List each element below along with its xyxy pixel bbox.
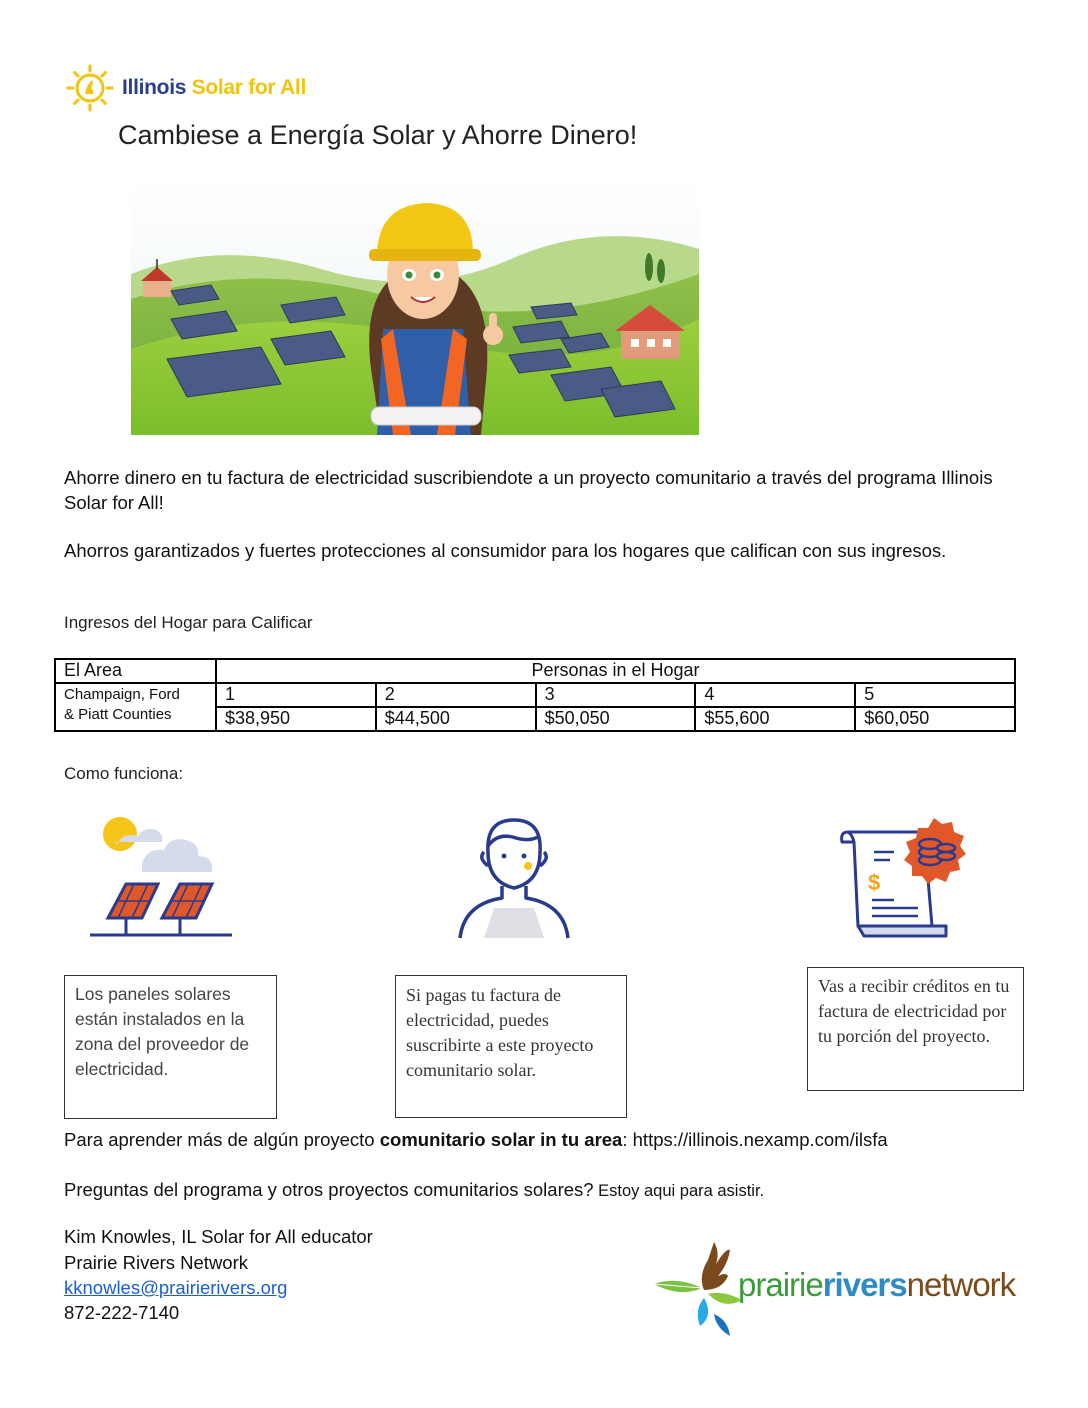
income-cell: $60,050 (855, 707, 1015, 731)
illinois-solar-for-all-logo (66, 64, 316, 112)
household-size-cell: 4 (695, 683, 855, 707)
learn-more-bold: comunitario solar in tu area (379, 1129, 623, 1150)
area-name-line-1: Champaign, Ford (64, 686, 180, 703)
income-cell: $55,600 (695, 707, 855, 731)
area-header: El Area (55, 659, 216, 683)
income-cell: $38,950 (216, 707, 376, 731)
solar-panels-icon (86, 814, 236, 942)
logo-text (122, 76, 306, 100)
household-size-cell: 3 (536, 683, 696, 707)
table-row (55, 659, 1015, 683)
prn-logo-text-network: network (906, 1266, 1016, 1303)
sun-logo-icon (66, 64, 114, 112)
contact-email-link[interactable]: kknowles@prairierivers.org (64, 1277, 288, 1298)
logo-text-solar-for-all: Solar for All (191, 76, 306, 99)
table-row (55, 683, 1015, 707)
prn-logo-text-rivers: rivers (822, 1266, 907, 1303)
intro-paragraph: Ahorre dinero en tu factura de electricidad suscribiendote a un proyecto comunitario a través del programa Illinois Solar for All! (64, 467, 993, 513)
contact-name: Kim Knowles, IL Solar for All educator (64, 1226, 373, 1247)
income-table-label: Ingresos del Hogar para Calificar (64, 613, 313, 632)
page-title: Cambiese a Energía Solar y Ahorre Dinero! (118, 120, 638, 150)
household-size-cell: 2 (376, 683, 536, 707)
learn-more-prefix: Para aprender más de algún proyecto (64, 1129, 380, 1150)
step-1-box: Los paneles solares están instalados en la zona del proveedor de electricidad. (64, 975, 277, 1119)
svg-text:$: $ (868, 870, 881, 895)
hero-illustration (131, 179, 699, 435)
contact-phone: 872-222-7140 (64, 1302, 180, 1323)
prairie-rivers-network-logo (652, 1238, 1032, 1342)
bill-credit-icon (834, 814, 974, 942)
questions-line (64, 1179, 764, 1201)
persons-header: Personas in el Hogar (216, 659, 1015, 683)
questions-main: Preguntas del programa y otros proyectos comunitarios solares? (64, 1179, 594, 1200)
learn-more-line (64, 1129, 888, 1151)
step-2-box: Si pagas tu factura de electricidad, puedes suscribirte a este proyecto comunitario solar. (395, 975, 627, 1118)
leaf-hand-logo-icon (652, 1238, 752, 1342)
learn-more-url[interactable]: : https://illinois.nexamp.com/ilsfa (622, 1129, 888, 1150)
income-table (54, 658, 1016, 732)
prn-logo-text-prairie: prairie (738, 1266, 823, 1303)
step-3-box: Vas a recibir créditos en tu factura de electricidad por tu porción del proyecto. (807, 967, 1024, 1091)
questions-small: Estoy aqui para asistir. (593, 1182, 765, 1200)
person-icon (454, 812, 574, 942)
income-cell: $50,050 (536, 707, 696, 731)
household-size-cell: 1 (216, 683, 376, 707)
household-size-cell: 5 (855, 683, 1015, 707)
contact-organization: Prairie Rivers Network (64, 1252, 249, 1273)
savings-paragraph: Ahorros garantizados y fuertes protecciones al consumidor para los hogares que califican con sus ingresos. (64, 540, 947, 561)
area-name-line-2: & Piatt Counties (64, 706, 172, 723)
logo-text-illinois: Illinois (122, 76, 187, 99)
area-name-cell (55, 683, 216, 731)
how-it-works-label: Como funciona: (64, 764, 184, 783)
prn-logo-text (738, 1266, 1015, 1304)
income-cell: $44,500 (376, 707, 536, 731)
